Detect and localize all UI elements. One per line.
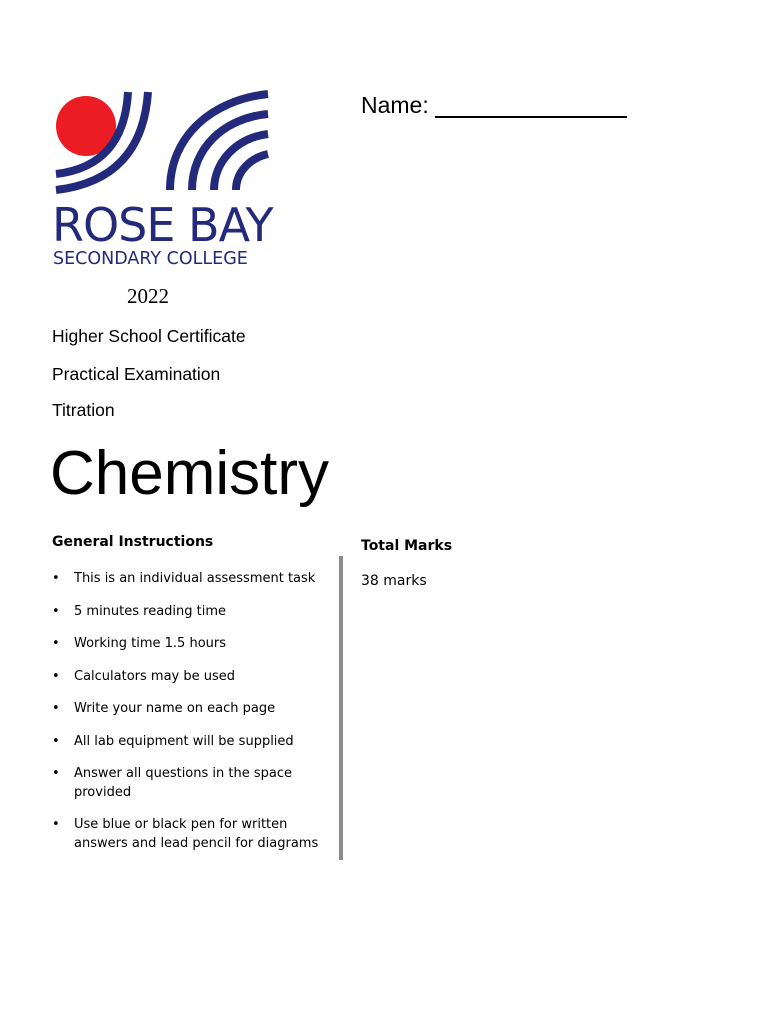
instructions-heading: General Instructions [52,534,214,550]
bullet-icon: • [52,733,60,749]
logo-emblem [52,90,270,200]
subtitle-line-practical: Practical Examination [52,364,221,384]
bullet-icon: • [52,603,60,619]
list-item: • Answer all questions in the space provided [52,766,292,800]
bullet-icon: • [52,766,60,781]
total-marks-heading: Total Marks [361,538,453,554]
name-blank-line [435,92,627,118]
bullet-icon: • [52,701,60,716]
exam-year: 2022 [127,284,169,308]
list-item: • This is an individual assessment task [52,570,342,589]
list-item: • Use blue or black pen for written answers and lead pencil for diagrams [52,817,319,851]
subtitle-line-titration: Titration [52,400,115,420]
logo-school-subtitle: SECONDARY COLLEGE [53,249,248,269]
name-field [361,92,627,118]
list-item: • 5 minutes reading time [52,603,342,622]
bullet-icon: • [52,571,60,586]
list-item: • Calculators may be used [52,668,342,687]
name-label: Name: [361,92,429,118]
list-item: • Write your name on each page [52,700,342,719]
subject-title: Chemistry [50,439,330,508]
bullet-icon: • [52,817,60,832]
column-divider [339,556,343,860]
school-logo [52,90,273,270]
logo-arc-6 [236,154,268,190]
list-item: • Working time 1.5 hours [52,635,342,654]
bullet-icon: • [52,636,60,651]
subtitle-line-hsc: Higher School Certificate [52,326,246,346]
instructions-list [52,570,342,867]
bullet-icon: • [52,668,60,684]
total-marks-value: 38 marks [361,573,427,589]
logo-school-name: ROSE BAY [52,198,273,252]
list-item: • All lab equipment will be supplied [52,733,342,752]
